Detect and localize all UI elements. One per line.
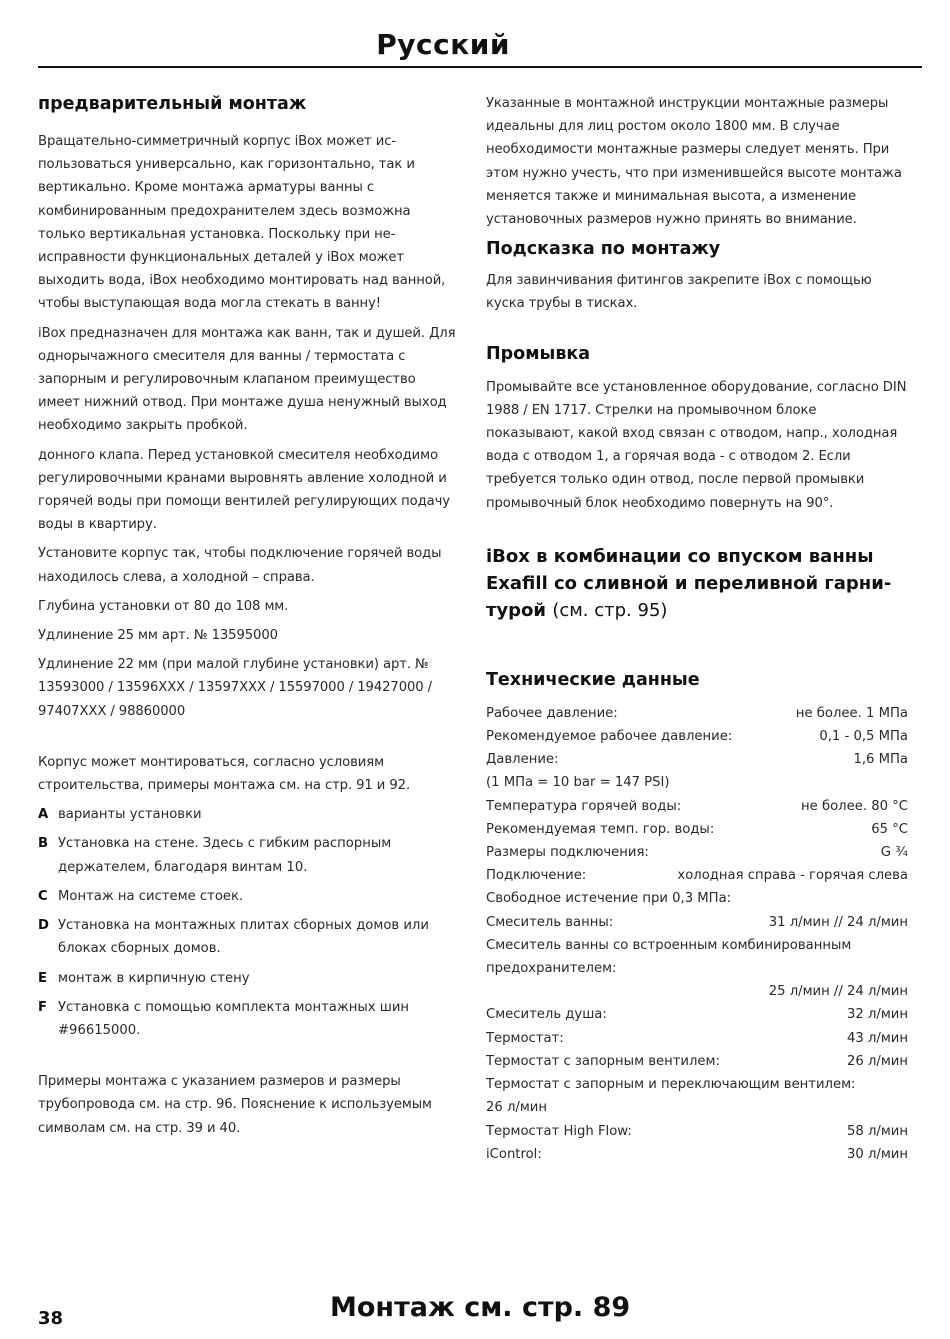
spec-row: [486, 980, 908, 1003]
list-item: [38, 885, 456, 908]
spec-row: [486, 911, 908, 934]
spec-row: [486, 864, 908, 887]
left-column: [38, 92, 456, 1146]
spec-label: Подключение:: [486, 868, 587, 884]
spec-label: Смеситель ванны со встроенным комбинированным предохранителем:: [486, 937, 852, 977]
spec-value: 26 л/мин: [847, 1053, 908, 1069]
body-paragraph: Вращательно-симметричный корпус iBox может использоваться универсально, как горизонтально, так и вертикально. Кроме монтажа арматуры ванны с комбинированным предохранителем здесь возможна только вертикальная установка. Поскольку при неисправности функциональных деталей у iBox может выходить вода, iBox необходимо монтировать над ванной, чтобы выступающая вода могла стекать в ванну!: [38, 134, 446, 312]
list-key: C: [38, 888, 48, 904]
spec-label: Давление:: [486, 752, 559, 768]
spec-value: 30 л/мин: [847, 1146, 908, 1162]
ibox-exafill-title: iBox в комбинации со впуском ванны Exafill со сливной и переливной гарнитурой: [486, 545, 892, 621]
installation-hint-heading: Подсказка по монтажу: [486, 239, 721, 260]
spec-value: G ¾: [880, 845, 908, 861]
spec-value: 43 л/мин: [847, 1030, 908, 1046]
list-item: [38, 914, 456, 960]
spec-label: Смеситель ванны:: [486, 914, 614, 930]
list-key: D: [38, 918, 49, 934]
list-key: F: [38, 999, 48, 1015]
spec-value: 0,1 - 0,5 МПа: [819, 729, 908, 745]
list-item: [38, 803, 456, 826]
spec-value: 58 л/мин: [847, 1123, 908, 1139]
page-reference: (см. стр. 95): [552, 599, 668, 621]
list-text: Установка с помощью комплекта монтажных шин #96615000.: [58, 999, 410, 1038]
list-text: монтаж в кирпичную стену: [58, 970, 250, 986]
mounting-intro: Корпус может монтироваться, согласно условиям строительства, примеры монтажа см. на стр. 91 и 92.: [38, 754, 411, 794]
spec-row: [486, 818, 908, 841]
flushing-heading: Промывка: [486, 343, 591, 364]
spec-label: Размеры подключения:: [486, 845, 649, 861]
pressure-conversion: (1 МПа = 10 bar = 147 PSI): [486, 775, 670, 791]
spec-row: [486, 1027, 908, 1050]
list-text: Монтаж на системе стоек.: [58, 888, 244, 904]
spec-row: [486, 795, 908, 818]
spec-value: не более. 1 МПа: [795, 705, 908, 721]
spec-label: Термостат High Flow:: [486, 1123, 632, 1139]
spec-row: [486, 702, 908, 725]
spec-label: Смеситель душа:: [486, 1007, 607, 1023]
technical-specs: [486, 702, 908, 1166]
body-paragraph: Удлинение 22 мм (при малой глубине установки) арт. № 13593000 / 13596XXX / 13597XXX / 15597000 / 19427000 / 97407XXX / 98860000: [38, 657, 433, 719]
body-paragraph: донного клапа. Перед установкой смесителя необходимо регулировочными кранами выровнять авление холодной и горячей воды при помощи вентилей регулирующих подачу воды в квартиру.: [38, 447, 451, 533]
flow-rate-header: Свободное истечение при 0,3 МПа:: [486, 891, 732, 907]
spec-label: Рабочее давление:: [486, 705, 618, 721]
ibox-exafill-heading: [486, 543, 908, 624]
spec-label: Температура горячей воды:: [486, 798, 682, 814]
spec-label: iControl:: [486, 1146, 542, 1162]
spec-label: Термостат:: [486, 1030, 564, 1046]
spec-row: [486, 1050, 908, 1073]
body-paragraph: iBox предназначен для монтажа как ванн, так и душей. Для однорычажного смесителя для ванны / термостата с запорным и регулировочным клапаном преимущество имеет нижний отвод. При монтаже душа ненужный выход необходимо закрыть пробкой.: [38, 325, 456, 434]
list-text: варианты установки: [58, 807, 202, 823]
spec-value: 31 л/мин // 24 л/мин: [768, 914, 908, 930]
mounting-variants-list: [38, 803, 456, 1042]
installation-hint-text: Для завинчивания фитингов закрепите iBox с помощью куска трубы в тисках.: [486, 273, 872, 312]
spec-row: [486, 725, 908, 748]
list-text: Установка на монтажных плитах сборных домов или блоках сборных домов.: [58, 918, 429, 957]
spec-row: [486, 1120, 908, 1143]
language-title: Русский: [376, 28, 510, 61]
spec-value: 26 л/мин: [486, 1100, 547, 1116]
spec-value: холодная справа - горячая слева: [677, 868, 908, 884]
dimensions-paragraph: Указанные в монтажной инструкции монтажные размеры идеальны для лиц ростом около 1800 мм. В случае необходимости монтажные размеры следует менять. При этом нужно учесть, что при изменившейся высоте монтажа меняется также и минимальная высота, а изменение установочных размеров нужно принять во внимание.: [486, 96, 902, 228]
spec-value: 65 °C: [871, 821, 908, 837]
spec-row: [486, 841, 908, 864]
header-divider: [38, 66, 922, 68]
flushing-text: Промывайте все установленное оборудование, согласно DIN 1988 / EN 1717. Стрелки на промывочном блоке показывают, какой вход связан с отводом, напр., холодная вода с отводом 1, а горячая вода - с отводом 2. Если требуется только один отвод, после первой промывки промывочный блок необходимо повернуть на 90°.: [486, 379, 907, 511]
spec-value: 25 л/мин // 24 л/мин: [768, 984, 908, 1000]
spec-value: 1,6 МПа: [853, 752, 908, 768]
list-key: B: [38, 836, 49, 852]
body-paragraph: Глубина установки от 80 до 108 мм.: [38, 598, 289, 614]
right-column: [486, 92, 908, 1166]
body-paragraph: Установите корпус так, чтобы подключение горячей воды находилось слева, а холодной – справа.: [38, 546, 442, 585]
list-key: A: [38, 807, 49, 823]
spec-label: Термостат с запорным и переключающим вентилем:: [486, 1077, 856, 1093]
list-text: Установка на стене. Здесь с гибким распорным держателем, благодаря винтам 10.: [58, 836, 392, 875]
spec-value: не более. 80 °C: [801, 798, 908, 814]
list-item: [38, 832, 456, 878]
spec-label: Рекомендуемое рабочее давление:: [486, 729, 733, 745]
page-number: 38: [38, 1308, 64, 1329]
spec-label: Рекомендуемая темп. гор. воды:: [486, 821, 715, 837]
dimension-examples-paragraph: Примеры монтажа с указанием размеров и размеры трубопровода см. на стр. 96. Пояснение к используемым символам см. на стр. 39 и 40.: [38, 1074, 432, 1136]
technical-data-heading: Технические данные: [486, 669, 700, 690]
spec-value: 32 л/мин: [847, 1007, 908, 1023]
preliminary-installation-heading: предварительный монтаж: [38, 94, 307, 114]
body-paragraph: Удлинение 25 мм арт. № 13595000: [38, 628, 278, 644]
list-key: E: [38, 970, 48, 986]
list-item: [38, 996, 456, 1042]
list-item: [38, 967, 456, 990]
spec-label: Термостат с запорным вентилем:: [486, 1053, 720, 1069]
spec-row: [486, 1003, 908, 1026]
footer-page-reference: Монтаж см. стр. 89: [330, 1292, 631, 1323]
spec-row: [486, 1143, 908, 1166]
spec-row: [486, 748, 908, 771]
